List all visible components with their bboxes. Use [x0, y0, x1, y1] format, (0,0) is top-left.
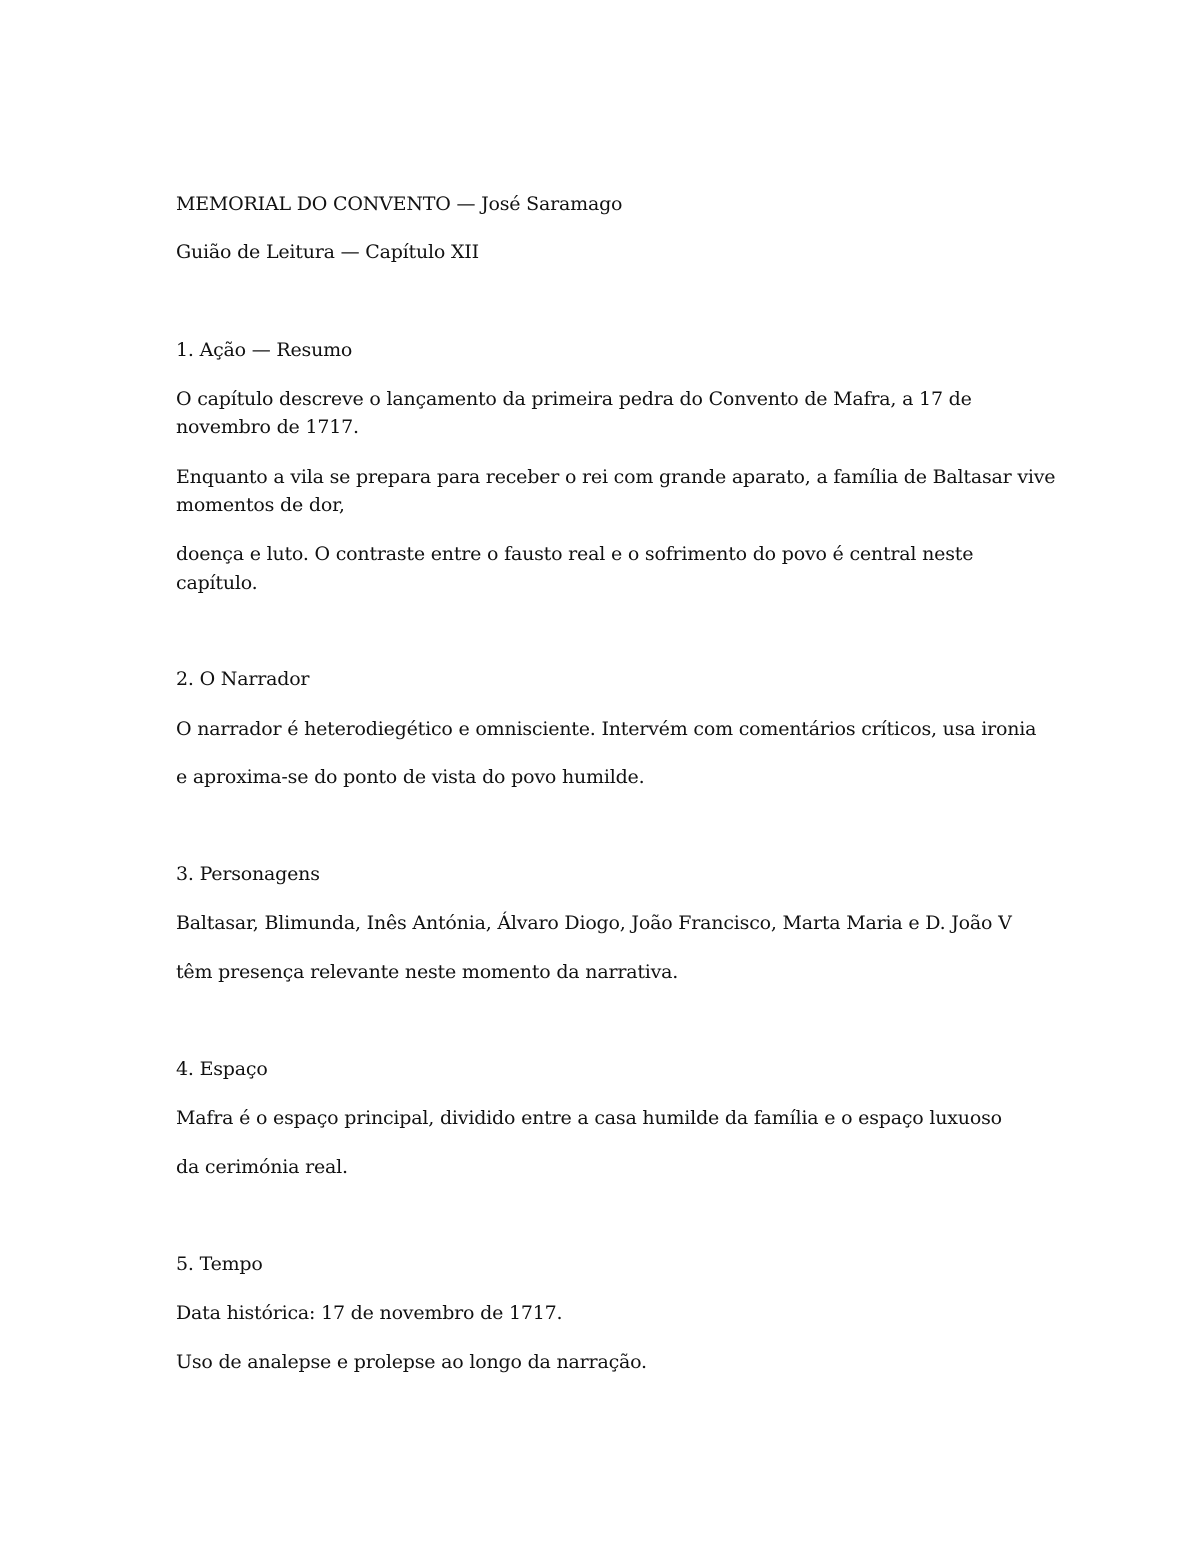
section-paragraph-line: Baltasar, Blimunda, Inês Antónia, Álvaro Diogo, João Francisco, Marta Maria e D. João V — [176, 912, 1012, 934]
section-heading-acao: 1. Ação — Resumo — [176, 339, 353, 361]
section-paragraph-line: têm presença relevante neste momento da narrativa. — [176, 961, 679, 983]
section-paragraph-line: doença e luto. O contraste entre o fausto real e o sofrimento do povo é central neste — [176, 543, 974, 565]
section-heading-narrador: 2. O Narrador — [176, 668, 310, 690]
section-paragraph-line: da cerimónia real. — [176, 1156, 348, 1178]
section-heading-espaco: 4. Espaço — [176, 1058, 268, 1080]
document-title: MEMORIAL DO CONVENTO — José Saramago — [176, 193, 623, 215]
section-paragraph-line: O capítulo descreve o lançamento da primeira pedra do Convento de Mafra, a 17 de — [176, 388, 972, 410]
section-paragraph-line: Data histórica: 17 de novembro de 1717. — [176, 1302, 563, 1324]
section-paragraph-line: capítulo. — [176, 572, 258, 594]
section-heading-tempo: 5. Tempo — [176, 1253, 263, 1275]
section-paragraph-line: Uso de analepse e prolepse ao longo da narração. — [176, 1351, 647, 1373]
section-paragraph-line: Enquanto a vila se prepara para receber o rei com grande aparato, a família de Baltasar vive — [176, 466, 1056, 488]
document-subtitle: Guião de Leitura — Capítulo XII — [176, 241, 479, 263]
section-heading-personagens: 3. Personagens — [176, 863, 320, 885]
section-paragraph-line: O narrador é heterodiegético e omnisciente. Intervém com comentários críticos, usa ironia — [176, 718, 1037, 740]
section-paragraph-line: momentos de dor, — [176, 494, 345, 516]
section-paragraph-line: novembro de 1717. — [176, 416, 359, 438]
section-paragraph-line: Mafra é o espaço principal, dividido entre a casa humilde da família e o espaço luxuoso — [176, 1107, 1002, 1129]
section-paragraph-line: e aproxima-se do ponto de vista do povo humilde. — [176, 766, 645, 788]
